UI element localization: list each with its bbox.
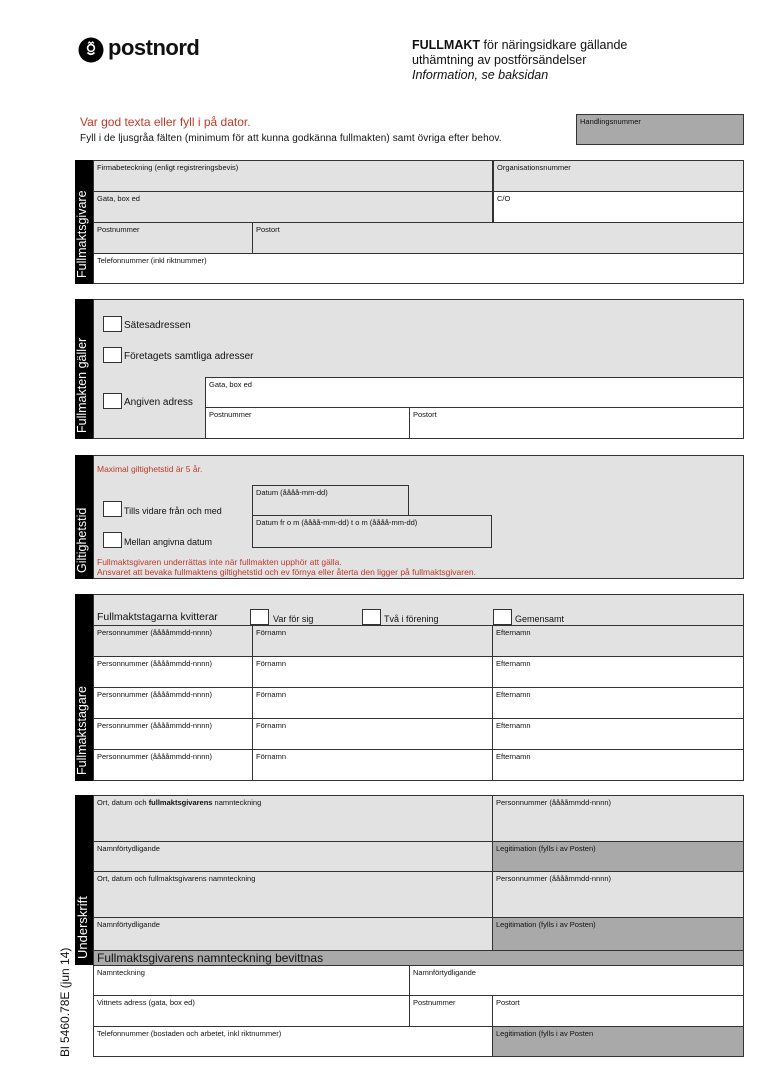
tid-notes bbox=[97, 557, 476, 577]
section-underskrift-bar bbox=[75, 795, 93, 965]
orgnr-label: Organisationsnummer bbox=[497, 163, 571, 172]
pnr-field[interactable] bbox=[93, 687, 253, 719]
instruction-red: Var god texta eller fyll i på dator. bbox=[80, 115, 251, 129]
namnfort1-label: Namnförtydligande bbox=[97, 844, 160, 853]
efternamn-field[interactable] bbox=[492, 718, 744, 750]
tid-datum-field[interactable] bbox=[252, 485, 409, 516]
section-tid-title: Giltighetstid bbox=[75, 507, 89, 573]
section-galler-bar bbox=[75, 299, 93, 439]
tid-fromtom-field[interactable] bbox=[252, 515, 492, 548]
ort1-post: namnteckning bbox=[212, 798, 262, 807]
brand-name: postnord bbox=[108, 35, 200, 60]
namnteckning-field[interactable] bbox=[93, 965, 410, 996]
handlingsnummer-label: Handlingsnummer bbox=[580, 117, 641, 126]
legit1-field bbox=[492, 841, 744, 872]
form-id: Bl 5460.78E (jun 14) bbox=[58, 947, 72, 1057]
giver-postnr-field[interactable] bbox=[93, 222, 253, 254]
tid-fromtom-label: Datum fr o m (åååå-mm-dd) t o m (åååå-mm-dd) bbox=[256, 518, 418, 527]
co-label: C/O bbox=[497, 194, 511, 203]
efternamn-field[interactable] bbox=[492, 687, 744, 719]
section-giver-title: Fullmaktsgivare bbox=[75, 190, 89, 278]
instruction-text: Fyll i de ljusgråa fälten (minimum för att kunna godkänna fullmakten) samt övriga efter behov. bbox=[80, 133, 502, 144]
mellan-checkbox[interactable] bbox=[103, 532, 122, 548]
galler-postort-field[interactable] bbox=[409, 407, 744, 439]
vittne-namnfort-label: Namnförtydligande bbox=[413, 968, 476, 977]
efternamn-label: Efternamn bbox=[496, 659, 531, 668]
ort2-field[interactable] bbox=[93, 871, 493, 918]
postnord-emblem-icon bbox=[78, 37, 104, 63]
ort1-pre: Ort, datum och bbox=[97, 798, 149, 807]
form-title bbox=[412, 38, 627, 83]
kvitterar-label: Fullmaktstagarna kvitterar bbox=[97, 611, 218, 623]
fornamn-label: Förnamn bbox=[256, 721, 287, 730]
galler-gata-label: Gata, box ed bbox=[209, 380, 252, 389]
pnr-field[interactable] bbox=[93, 749, 253, 781]
ort1-bold: fullmaktsgivarens bbox=[148, 798, 213, 807]
pnr1-label: Personnummer (ååååmmdd-nnnn) bbox=[496, 798, 612, 807]
samtliga-checkbox[interactable] bbox=[103, 347, 122, 363]
fornamn-label: Förnamn bbox=[256, 690, 287, 699]
giver-telefon-field[interactable] bbox=[93, 253, 744, 284]
firma-label: Firmabeteckning (enligt registreringsbevis) bbox=[97, 163, 239, 172]
tills-label: Tills vidare från och med bbox=[124, 506, 222, 516]
samtliga-label: Företagets samtliga adresser bbox=[124, 351, 254, 362]
section-tagare-title: Fullmaktstagare bbox=[75, 686, 89, 775]
pnr1-field[interactable] bbox=[492, 795, 744, 842]
pnr-field[interactable] bbox=[93, 656, 253, 688]
ort1-field[interactable] bbox=[93, 795, 493, 842]
giver-postnr-label: Postnummer bbox=[97, 225, 140, 234]
tid-note2: Ansvaret att bevaka fullmaktens giltighetstid och ev förnya eller återta den ligger på fullmaktsgivaren. bbox=[97, 567, 476, 577]
galler-postnr-field[interactable] bbox=[205, 407, 410, 439]
legit3-field bbox=[492, 1026, 744, 1057]
efternamn-label: Efternamn bbox=[496, 721, 531, 730]
section-underskrift-title: Underskrift bbox=[75, 896, 90, 959]
vittne-postnr-label: Postnummer bbox=[413, 998, 456, 1007]
namnfort2-label: Namnförtydligande bbox=[97, 920, 160, 929]
var-for-sig-checkbox[interactable] bbox=[250, 609, 269, 625]
gemensamt-label: Gemensamt bbox=[515, 614, 565, 624]
efternamn-field[interactable] bbox=[492, 656, 744, 688]
giver-postort-field[interactable] bbox=[252, 222, 744, 254]
angiven-checkbox[interactable] bbox=[103, 393, 122, 409]
fornamn-label: Förnamn bbox=[256, 752, 287, 761]
section-tid-bar bbox=[75, 455, 93, 579]
mellan-label: Mellan angivna datum bbox=[124, 537, 213, 547]
tid-max: Maximal giltighetstid är 5 år. bbox=[97, 464, 203, 474]
vittne-adress-field[interactable] bbox=[93, 995, 410, 1027]
pnr-label: Personnummer (ååååmmdd-nnnn) bbox=[97, 752, 213, 761]
title-line2: uthämtning av postförsändelser bbox=[412, 53, 587, 67]
fornamn-field[interactable] bbox=[252, 687, 493, 719]
title-line3: Information, se baksidan bbox=[412, 68, 549, 82]
section-galler-title: Fullmakten gäller bbox=[75, 337, 89, 433]
pnr-field[interactable] bbox=[93, 718, 253, 750]
bevittnas-header bbox=[93, 950, 744, 966]
fornamn-label: Förnamn bbox=[256, 659, 287, 668]
namnteckning-label: Namnteckning bbox=[97, 968, 145, 977]
namnfort1-field[interactable] bbox=[93, 841, 493, 872]
fornamn-field[interactable] bbox=[252, 625, 493, 657]
efternamn-field[interactable] bbox=[492, 749, 744, 781]
giver-gata-label: Gata, box ed bbox=[97, 194, 140, 203]
title-rest: för näringsidkare gällande bbox=[480, 38, 628, 52]
firma-field[interactable] bbox=[93, 160, 493, 192]
sate-checkbox[interactable] bbox=[103, 316, 122, 332]
tid-note1: Fullmaktsgivaren underrättas inte när fullmakten upphör att gälla. bbox=[97, 557, 342, 567]
efternamn-label: Efternamn bbox=[496, 628, 531, 637]
pnr-label: Personnummer (ååååmmdd-nnnn) bbox=[97, 690, 213, 699]
fornamn-field[interactable] bbox=[252, 718, 493, 750]
section-giver-bar bbox=[75, 160, 93, 284]
vittne-postort-label: Postort bbox=[496, 998, 520, 1007]
pnr-label: Personnummer (ååååmmdd-nnnn) bbox=[97, 659, 213, 668]
fornamn-label: Förnamn bbox=[256, 628, 287, 637]
fornamn-field[interactable] bbox=[252, 656, 493, 688]
legit3-label: Legitimation (fylls i av Posten bbox=[496, 1029, 594, 1038]
title-bold: FULLMAKT bbox=[412, 38, 481, 52]
vittne-telefon-field[interactable] bbox=[93, 1026, 493, 1057]
galler-gata-field[interactable] bbox=[205, 377, 744, 408]
section-tagare-bar bbox=[75, 594, 93, 781]
ort1-label bbox=[97, 798, 261, 807]
handlingsnummer-field bbox=[576, 114, 744, 145]
pnr-label: Personnummer (ååååmmdd-nnnn) bbox=[97, 628, 213, 637]
orgnr-field[interactable] bbox=[493, 160, 744, 192]
vittne-adress-label: Vittnets adress (gata, box ed) bbox=[97, 998, 195, 1007]
ort2-label: Ort, datum och fullmaktsgivarens namnteckning bbox=[97, 874, 256, 883]
sate-label: Sätesadressen bbox=[124, 320, 191, 331]
pnr-label: Personnummer (ååååmmdd-nnnn) bbox=[97, 721, 213, 730]
legit1-label: Legitimation (fylls i av Posten) bbox=[496, 844, 596, 853]
gemensamt-checkbox[interactable] bbox=[493, 609, 512, 625]
vittne-namnfort-field[interactable] bbox=[409, 965, 744, 996]
vittne-telefon-label: Telefonnummer (bostaden och arbetet, inkl riktnummer) bbox=[97, 1029, 282, 1038]
var-for-sig-label: Var för sig bbox=[273, 614, 314, 624]
vittne-postort-field[interactable] bbox=[492, 995, 744, 1027]
pnr2-label: Personnummer (ååååmmdd-nnnn) bbox=[496, 874, 612, 883]
co-field[interactable] bbox=[493, 191, 744, 223]
tva-checkbox[interactable] bbox=[362, 609, 381, 625]
legit2-field bbox=[492, 917, 744, 951]
pnr-field[interactable] bbox=[93, 625, 253, 657]
vittne-postnr-field[interactable] bbox=[409, 995, 493, 1027]
giver-gata-field[interactable] bbox=[93, 191, 493, 223]
angiven-label: Angiven adress bbox=[124, 397, 193, 408]
bevittnas-title: Fullmaktsgivarens namnteckning bevittnas bbox=[97, 951, 324, 965]
tva-label: Två i förening bbox=[384, 614, 439, 624]
legit2-label: Legitimation (fylls i av Posten) bbox=[496, 920, 596, 929]
namnfort2-field[interactable] bbox=[93, 917, 493, 951]
pnr2-field[interactable] bbox=[492, 871, 744, 918]
tills-checkbox[interactable] bbox=[103, 501, 122, 517]
galler-postort-label: Postort bbox=[413, 410, 437, 419]
tid-datum-label: Datum (åååå-mm-dd) bbox=[256, 488, 328, 497]
efternamn-label: Efternamn bbox=[496, 752, 531, 761]
fornamn-field[interactable] bbox=[252, 749, 493, 781]
giver-postort-label: Postort bbox=[256, 225, 280, 234]
giver-telefon-label: Telefonnummer (inkl riktnummer) bbox=[97, 256, 207, 265]
efternamn-label: Efternamn bbox=[496, 690, 531, 699]
efternamn-field[interactable] bbox=[492, 625, 744, 657]
galler-postnr-label: Postnummer bbox=[209, 410, 252, 419]
